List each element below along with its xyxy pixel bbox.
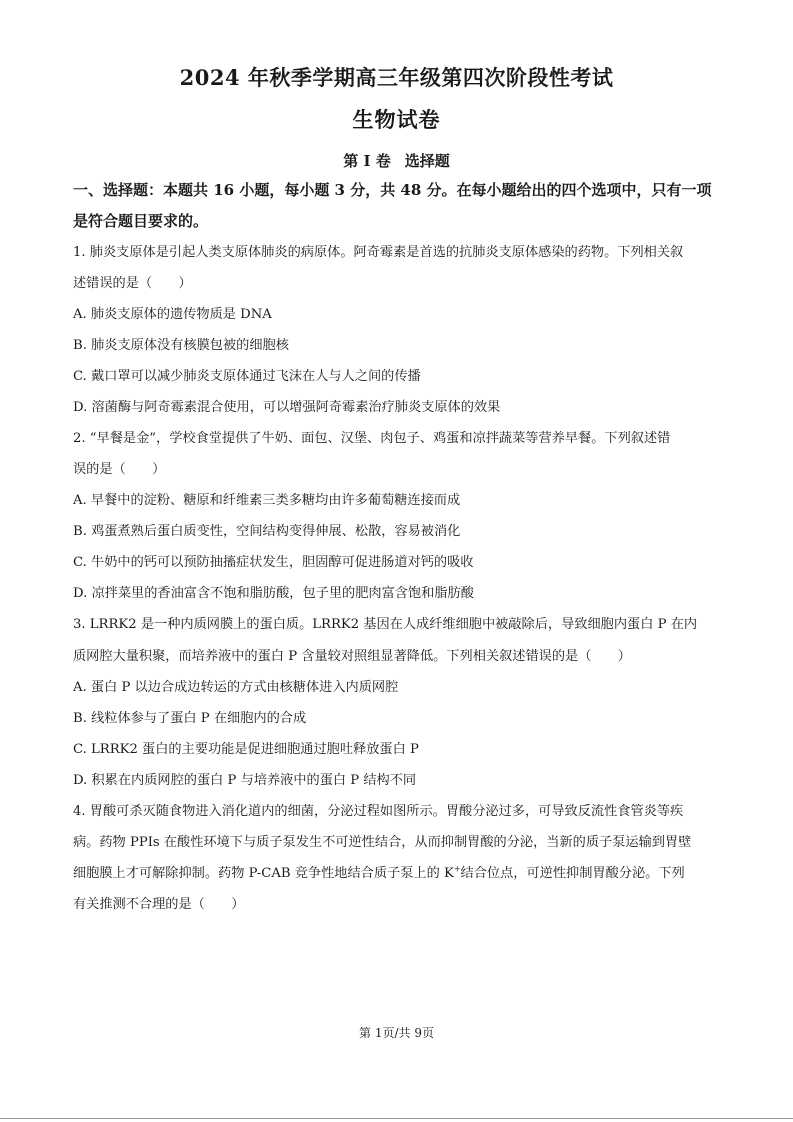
- question-4-stem-line-1: 4. 胃酸可杀灭随食物进入消化道内的细菌，分泌过程如图所示。胃酸分泌过多，可导致反流性食管炎等疾: [73, 804, 684, 819]
- question-3-option-c: C. LRRK2 蛋白的主要功能是促进细胞通过胞吐释放蛋白 P: [73, 742, 419, 757]
- question-3-option-b: B. 线粒体参与了蛋白 P 在细胞内的合成: [73, 711, 307, 726]
- question-2-option-d: D. 凉拌菜里的香油富含不饱和脂肪酸，包子里的肥肉富含饱和脂肪酸: [73, 586, 474, 601]
- question-4-stem-line-2: 病。药物 PPIs 在酸性环境下与质子泵发生不可逆性结合，从而抑制胃酸的分泌，当新的质子泵运输到胃壁: [73, 835, 692, 850]
- question-3-option-a: A. 蛋白 P 以边合成边转运的方式由核糖体进入内质网腔: [73, 680, 399, 695]
- question-1-option-c: C. 戴口罩可以减少肺炎支原体通过飞沫在人与人之间的传播: [73, 369, 421, 384]
- question-3-stem-line-1: 3. LRRK2 是一种内质网膜上的蛋白质。LRRK2 基因在人成纤维细胞中被敲除后，导致细胞内蛋白 P 在内: [73, 617, 698, 632]
- question-1-stem-line-1: 1. 肺炎支原体是引起人类支原体肺炎的病原体。阿奇霉素是首选的抗肺炎支原体感染的药物。下列相关叙: [73, 245, 684, 260]
- question-3-option-d: D. 积累在内质网腔的蛋白 P 与培养液中的蛋白 P 结构不同: [73, 773, 417, 788]
- question-1-option-a: A. 肺炎支原体的遗传物质是 DNA: [73, 307, 272, 322]
- page-footer: 第 1页/共 9页: [359, 1026, 434, 1040]
- question-1-option-d: D. 溶菌酶与阿奇霉素混合使用，可以增强阿奇霉素治疗肺炎支原体的效果: [73, 400, 501, 415]
- question-2-option-a: A. 早餐中的淀粉、糖原和纤维素三类多糖均由许多葡萄糖连接而成: [73, 493, 461, 508]
- instructions-line-1: 一、选择题：本题共 16 小题，每小题 3 分，共 48 分。在每小题给出的四个选项中，只有一项: [73, 181, 712, 199]
- question-3-stem-line-2: 质网腔大量积聚，而培养液中的蛋白 P 含量较对照组显著降低。下列相关叙述错误的是（ ）: [73, 649, 631, 664]
- question-4-stem-line-3-tail: 结合位点，可逆性抑制胃酸分泌。下列: [460, 866, 685, 881]
- question-4-stem-line-3: [73, 865, 685, 883]
- question-4-stem-line-4: 有关推测不合理的是（ ）: [73, 897, 245, 912]
- exam-title: 2024 年秋季学期高三年级第四次阶段性考试: [179, 65, 614, 90]
- part-label: 第 I 卷: [343, 152, 391, 170]
- question-4-stem-line-3-text: 细胞膜上才可解除抑制。药物 P-CAB 竞争性地结合质子泵上的 K: [73, 866, 454, 881]
- part-heading: [0, 150, 793, 171]
- part-name: 选择题: [404, 152, 450, 170]
- exam-subtitle: 生物试卷: [352, 107, 441, 132]
- question-2-stem-line-1: 2. “早餐是金”，学校食堂提供了牛奶、面包、汉堡、肉包子、鸡蛋和凉拌蔬菜等营养早餐。下列叙述错: [73, 431, 671, 446]
- instructions-line-2: 是符合题目要求的。: [73, 212, 209, 230]
- question-2-option-b: B. 鸡蛋煮熟后蛋白质变性，空间结构变得伸展、松散，容易被消化: [73, 524, 461, 539]
- question-2-stem-line-2: 误的是（ ）: [73, 462, 166, 477]
- question-1-option-b: B. 肺炎支原体没有核膜包被的细胞核: [73, 338, 289, 353]
- question-2-option-c: C. 牛奶中的钙可以预防抽搐症状发生，胆固醇可促进肠道对钙的吸收: [73, 555, 474, 570]
- question-1-stem-line-2: 述错误的是（ ）: [73, 276, 192, 291]
- bottom-rule: [0, 1118, 793, 1119]
- potassium-ion-charge: +: [453, 864, 461, 874]
